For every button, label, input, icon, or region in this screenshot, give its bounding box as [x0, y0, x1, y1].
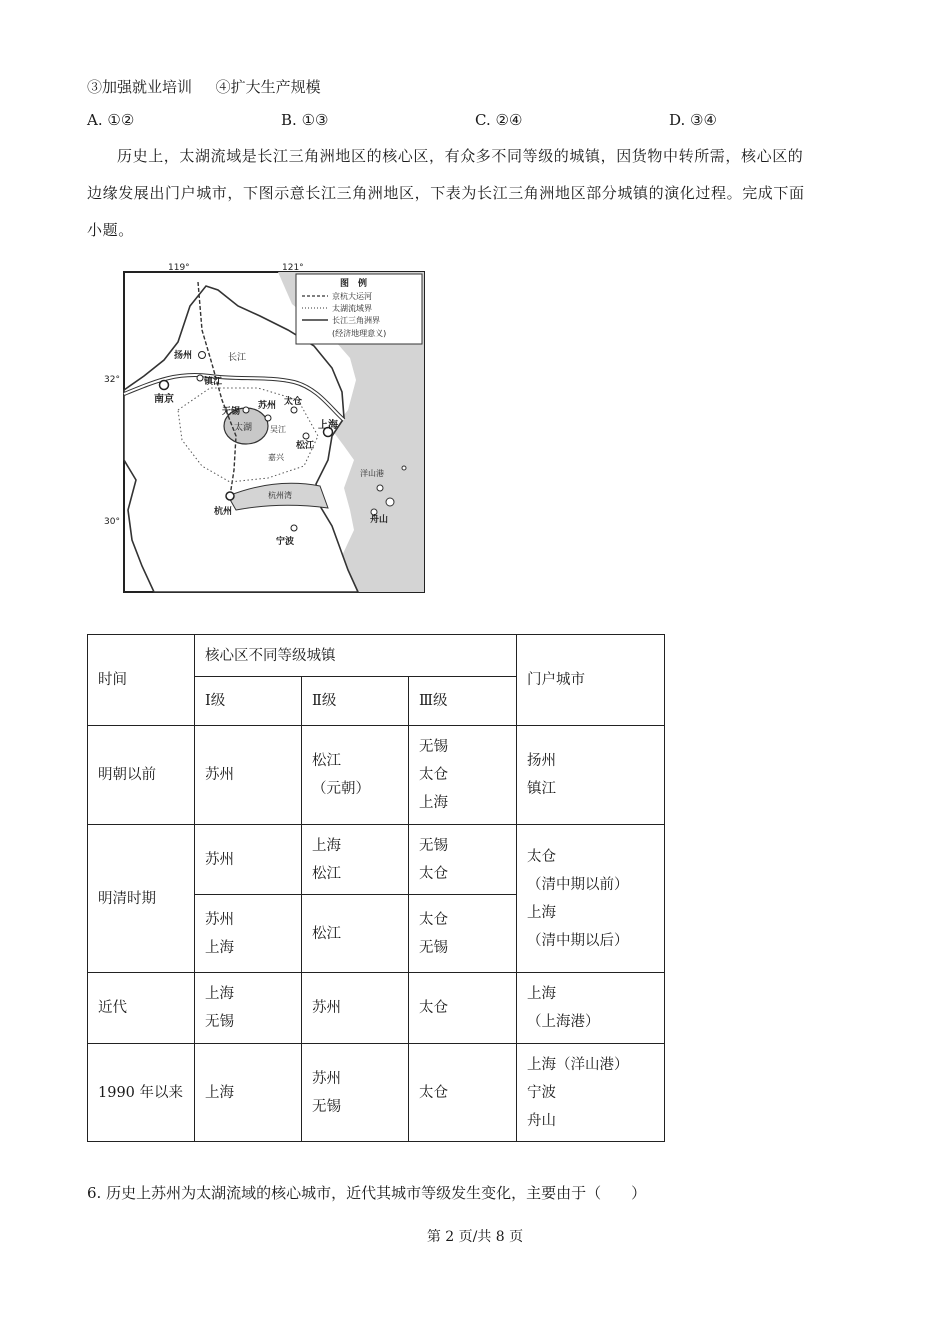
- place-label: 嘉兴: [268, 453, 284, 462]
- place-label: 长江: [228, 353, 247, 363]
- legend-item: 京杭大运河: [332, 292, 372, 301]
- place-label: 杭州湾: [268, 491, 292, 500]
- table-row: [88, 973, 665, 1044]
- table-row: [88, 726, 665, 825]
- table-row: [88, 1044, 665, 1142]
- answer-value: ①③: [301, 111, 329, 129]
- lon-label: 121°: [282, 263, 304, 273]
- city-dot-songjiang: [303, 433, 309, 439]
- city-dot-yangzhou: [199, 352, 206, 359]
- page-footer: 第 2 页/共 8 页: [426, 1229, 524, 1245]
- header-level1: Ⅰ级: [195, 677, 302, 726]
- place-label: 宁波: [276, 537, 295, 547]
- cell-level1: 苏州 上海: [195, 895, 302, 973]
- place-label: 上海: [318, 420, 338, 431]
- city-dot-suzhou: [265, 415, 271, 421]
- cell-level2: 苏州 无锡: [302, 1044, 409, 1142]
- island: [386, 498, 394, 506]
- place-label: 舟山: [370, 515, 389, 525]
- intro-paragraph: [87, 138, 862, 249]
- intro-line: 小题。: [87, 221, 134, 239]
- answer-letter: B.: [281, 111, 297, 129]
- cell-time: 1990 年以来: [88, 1044, 195, 1142]
- place-label: 太湖: [234, 423, 253, 433]
- answer-value: ②④: [495, 111, 523, 129]
- lon-label: 119°: [168, 263, 190, 273]
- question-6: 6. 历史上苏州为太湖流域的核心城市，近代其城市等级发生变化，主要由于（ ）: [87, 1184, 647, 1202]
- city-dot-zhenjiang: [197, 375, 203, 381]
- answer-choice-a[interactable]: [87, 111, 134, 129]
- city-evolution-table: [87, 634, 665, 1142]
- lat-label: 30°: [104, 517, 120, 527]
- island: [377, 485, 383, 491]
- legend-item: 太湖流域界: [332, 304, 372, 313]
- cell-time: 明清时期: [88, 825, 195, 973]
- answer-choice-d[interactable]: [669, 111, 717, 129]
- legend-title: 图 例: [340, 279, 368, 289]
- intro-line: 边缘发展出门户城市，下图示意长江三角洲地区，下表为长江三角洲地区部分城镇的演化过程。完成下面: [87, 184, 805, 202]
- cell-gateway: 上海（洋山港） 宁波 舟山: [517, 1044, 665, 1142]
- place-label: 太仓: [284, 397, 303, 407]
- answer-letter: C.: [475, 111, 491, 129]
- answer-value: ③④: [690, 111, 717, 129]
- city-dot-ningbo: [291, 525, 297, 531]
- place-label: 松江: [296, 441, 315, 451]
- city-dot-taicang: [291, 407, 297, 413]
- yangtze-delta-map: [104, 260, 430, 596]
- cell-level3: 无锡 太仓 上海: [409, 726, 517, 825]
- place-label: 扬州: [174, 351, 193, 361]
- cell-level1: 上海: [195, 1044, 302, 1142]
- cell-level2: 苏州: [302, 973, 409, 1044]
- cell-time: 近代: [88, 973, 195, 1044]
- cell-level3: 无锡 太仓: [409, 825, 517, 895]
- header-level2: Ⅱ级: [302, 677, 409, 726]
- cell-level2: 上海 松江: [302, 825, 409, 895]
- option-line: [87, 76, 321, 97]
- answer-choice-c[interactable]: [475, 111, 522, 129]
- cell-level3: 太仓: [409, 973, 517, 1044]
- header-level3: Ⅲ级: [409, 677, 517, 726]
- header-time: 时间: [88, 635, 195, 726]
- table-row: [88, 825, 665, 895]
- place-label: 无锡: [222, 407, 241, 417]
- place-label: 洋山港: [360, 469, 384, 478]
- lat-label: 32°: [104, 375, 120, 385]
- cell-gateway: 太仓 （清中期以前） 上海 （清中期以后）: [517, 825, 665, 973]
- legend-item: 长江三角洲界: [332, 316, 380, 325]
- option-item-4: ④扩大生产规模: [215, 78, 321, 96]
- cell-time: 明朝以前: [88, 726, 195, 825]
- answer-letter: D.: [669, 111, 686, 129]
- cell-level2: 松江: [302, 895, 409, 973]
- cell-gateway: 上海 （上海港）: [517, 973, 665, 1044]
- answer-letter: A.: [87, 111, 103, 129]
- cell-level3: 太仓: [409, 1044, 517, 1142]
- header-core: 核心区不同等级城镇: [195, 635, 517, 677]
- cell-gateway: 扬州 镇江: [517, 726, 665, 825]
- header-gateway: 门户城市: [517, 635, 665, 726]
- city-dot-wuxi: [243, 407, 249, 413]
- place-label: 南京: [154, 394, 174, 405]
- place-label: 杭州: [214, 507, 233, 517]
- place-label: 镇江: [204, 377, 223, 387]
- option-item-3: ③加强就业培训: [87, 78, 193, 96]
- cell-level1: 苏州: [195, 825, 302, 895]
- answer-choice-b[interactable]: [281, 111, 328, 129]
- place-label: 吴江: [270, 425, 286, 434]
- place-label: 苏州: [258, 401, 277, 411]
- cell-level2: 松江 （元朝）: [302, 726, 409, 825]
- intro-line: 历史上，太湖流域是长江三角洲地区的核心区，有众多不同等级的城镇，因货物中转所需，核心区的: [117, 147, 804, 165]
- island: [402, 466, 406, 470]
- city-dot-nanjing: [160, 381, 169, 390]
- legend-item: (经济地理意义): [332, 329, 387, 338]
- cell-level1: 苏州: [195, 726, 302, 825]
- cell-level1: 上海 无锡: [195, 973, 302, 1044]
- answer-value: ①②: [107, 111, 135, 129]
- city-dot-hangzhou: [226, 492, 234, 500]
- cell-level3: 太仓 无锡: [409, 895, 517, 973]
